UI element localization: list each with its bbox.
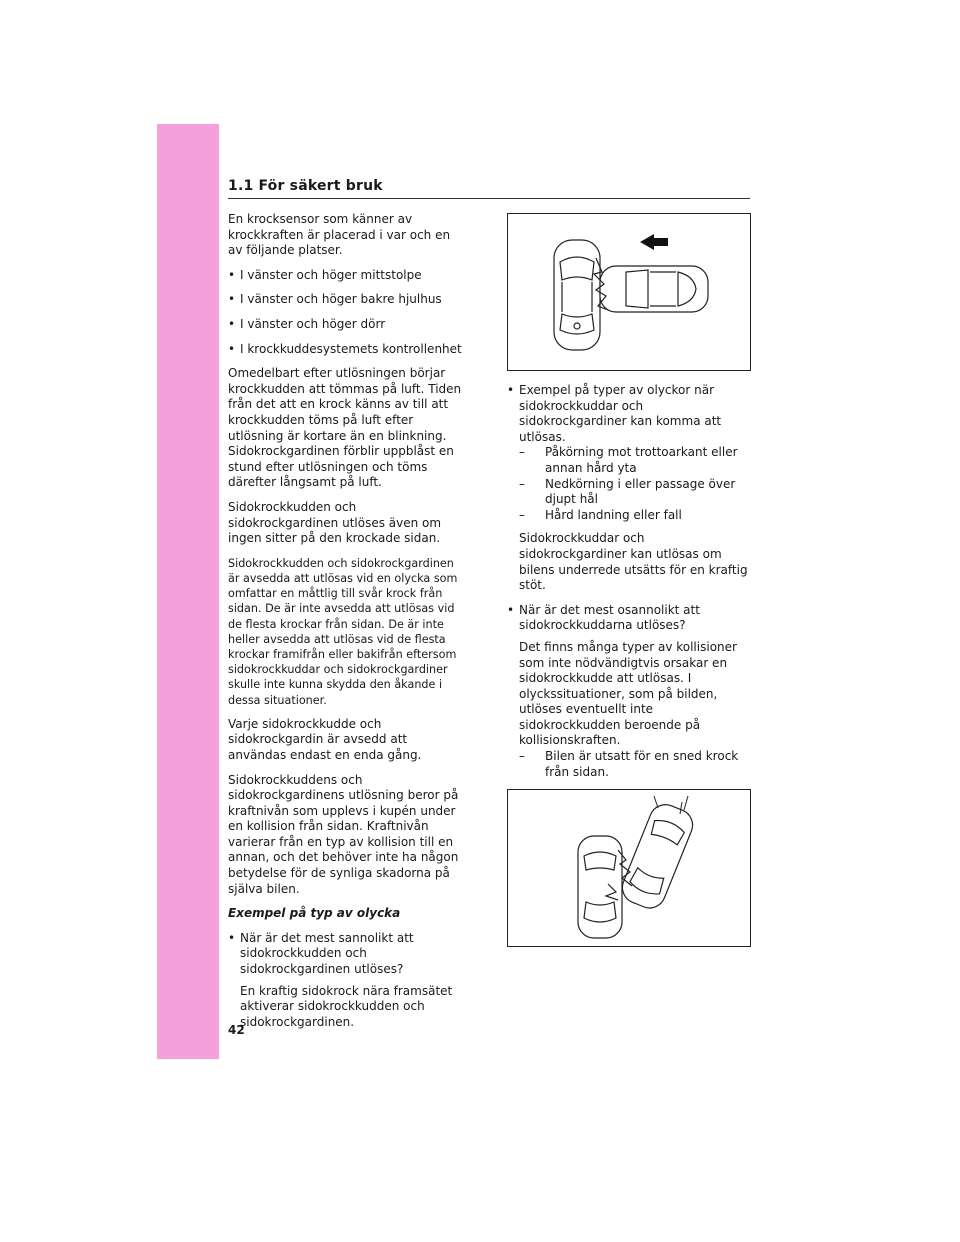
deflation-paragraph: Omedelbart efter utlösningen börjar krockkudden att tömmas på luft. Tiden från det att en krock känns av till att krockkudden töms på luft efter utlösning är kortare än en blinkning. Sidokrockgardinen förblir uppblåst en stund efter utlösningen och töms därefter långsamt på luft. xyxy=(228,366,462,490)
question-item xyxy=(507,603,752,634)
question-text: • Exempel på typer av olyckor när sidokrockkuddar och sidokrockgardiner kan komma att utlösas. xyxy=(519,383,722,444)
oblique-collision-illustration xyxy=(508,790,750,946)
example-heading: Exempel på typ av olycka xyxy=(228,906,401,921)
case-item: – Påkörning mot trottoarkant eller annan hård yta xyxy=(519,445,738,475)
case-item: – Bilen är utsatt för en sned krock från sidan. xyxy=(519,749,739,779)
left-column xyxy=(228,212,466,1030)
page-number: 42 xyxy=(228,1023,245,1037)
case-item: – Hård landning eller fall xyxy=(519,507,682,522)
right-column xyxy=(507,383,752,780)
single-use-paragraph: Varje sidokrockkudde och sidokrockgardin är avsedd att användas endast en enda gång. xyxy=(228,716,422,762)
list-item: • I vänster och höger mittstolpe xyxy=(228,268,466,284)
no-occupant-paragraph: Sidokrockkudden och sidokrockgardinen utlöses även om ingen sitter på den krockade sidan. xyxy=(228,499,442,546)
question-text: • När är det mest sannolikt att sidokrockkudden och sidokrockgardinen utlöses? xyxy=(240,930,414,977)
case-list xyxy=(507,749,752,780)
list-item: • I krockkuddesystemets kontrollenhet xyxy=(228,342,466,358)
intro-paragraph: En krocksensor som känner av krockkraften är placerad i var och en av följande platser. xyxy=(228,212,451,258)
answer-text: Sidokrockkuddar och sidokrockgardiner kan utlösas om bilens underrede utsätts för en kraftig stöt. xyxy=(519,531,748,593)
figure-oblique-collision xyxy=(507,789,751,947)
question-item xyxy=(507,383,752,445)
case-list xyxy=(507,445,752,523)
question-text: • När är det mest osannolikt att sidokrockkuddarna utlöses? xyxy=(519,602,700,633)
case-item: – Nedkörning i eller passage över djupt hål xyxy=(519,476,736,507)
header-rule xyxy=(228,198,750,199)
figure-side-collision xyxy=(507,213,751,371)
answer-text: Det finns många typer av kollisioner som inte nödvändigtvis orsakar en sidokrockkudde att utlösas. I olyckssituationer, som på bilden, utlöses eventuellt inte sidokrockkudden beroende på kollisionskraften. xyxy=(519,639,737,748)
list-item: • I vänster och höger dörr xyxy=(228,317,466,333)
chapter-tab xyxy=(157,124,219,1059)
force-level-paragraph: Sidokrockkuddens och sidokrockgardinens utlösning beror på kraftnivån som upplevs i kupén under en kollision från sidan. Kraftnivån varierar från en typ av kollision till en annan, och det behöver inte ha någon betydelse för de synliga skadorna på själva bilen. xyxy=(228,772,459,896)
section-title: 1.1 För säkert bruk xyxy=(228,178,383,194)
design-paragraph: Sidokrockkudden och sidokrockgardinen är avsedda att utlösas vid en olycka som omfattar en måttlig till svår krock från sidan. De är inte avsedda att utlösas vid de flesta krockar från sidan. De är inte heller avsedda att utlösas vid de flesta krockar framifrån eller bakifrån eftersom sidokrockkuddar och sidokrockgardiner skulle inte kunna skydda den åkande i dessa situationer. xyxy=(228,556,458,707)
list-item: • I vänster och höger bakre hjulhus xyxy=(228,292,466,308)
side-collision-illustration xyxy=(508,214,750,370)
answer-text: En kraftig sidokrock nära framsätet aktiverar sidokrockkudden och sidokrockgardinen. xyxy=(240,983,453,1029)
question-item xyxy=(228,931,466,978)
